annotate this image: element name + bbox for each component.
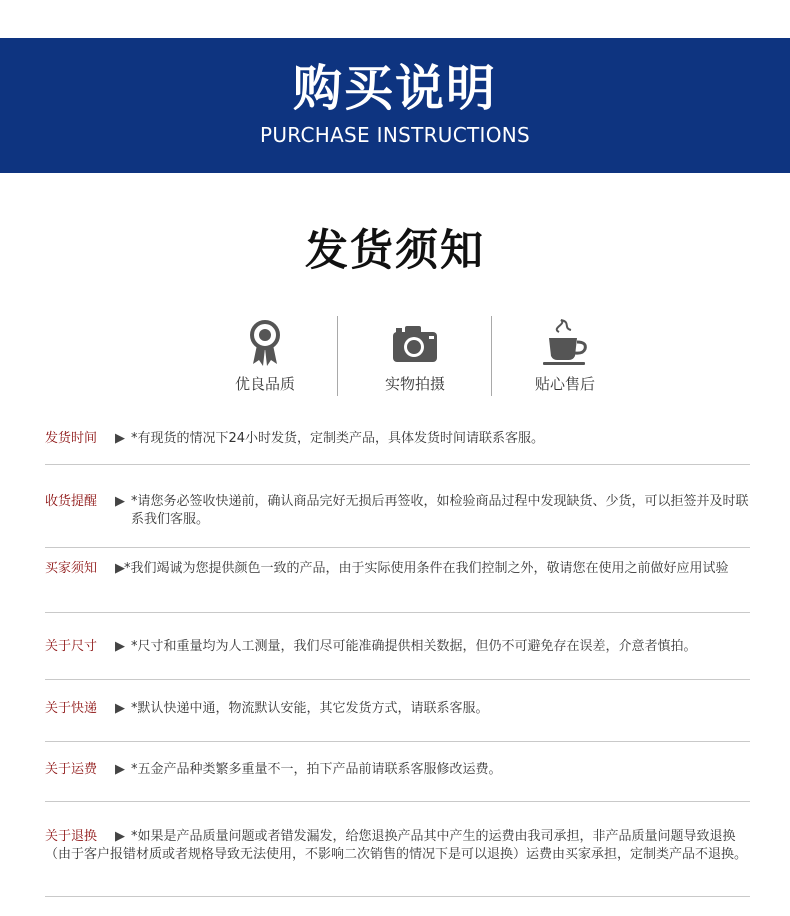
section-title: 发货须知 [305,226,485,276]
arrow-right-icon: ▶ [115,701,125,716]
notice-text: *请您务必签收快递前，确认商品完好无损后再签收，如检验商品过程中发现缺货、少货，可以拒签并及时联系我们客服。 [131,494,749,527]
notice-text: *我们竭诚为您提供颜色一致的产品，由于实际使用条件在我们控制之外，敬请您在使用之前做好应用试验 [124,561,729,576]
feature-real-photo [340,318,490,398]
notice-row-size [45,613,750,680]
feature-divider [337,316,338,396]
feature-label-real-photo: 实物拍摄 [384,375,445,393]
notice-text: *有现货的情况下24小时发货，定制类产品，具体发货时间请联系客服。 [131,431,545,446]
notice-label: 收货提醒 [45,494,98,509]
arrow-right-icon: ▶ [115,762,125,777]
feature-after-sales [490,318,640,398]
feature-label-quality: 优良品质 [234,375,295,393]
arrow-right-icon: ▶ [115,494,125,509]
notice-text: *五金产品种类繁多重量不一，拍下产品前请联系客服修改运费。 [131,762,502,777]
notice-row-return-exchange [45,802,750,897]
feature-label-after-sales: 贴心售后 [534,375,595,393]
notice-row-freight [45,742,750,802]
notice-label: 关于快递 [45,701,98,716]
notice-label: 关于运费 [45,762,98,777]
notice-label: 关于退换 [45,829,98,844]
banner-title: 购买说明 [292,60,497,117]
banner-subtitle: PURCHASE INSTRUCTIONS [259,123,531,147]
coffee-cup-icon [537,318,593,368]
header-banner [0,38,790,173]
notice-label: 发货时间 [45,431,98,446]
camera-icon [389,318,441,368]
feature-quality [190,318,340,398]
arrow-right-icon: ▶ [115,829,125,844]
notice-text: *默认快递中通，物流默认安能，其它发货方式，请联系客服。 [131,701,489,716]
arrow-right-icon: ▶ [115,431,125,446]
arrow-right-icon: ▶ [115,561,125,576]
notice-row-shipping-time [45,424,750,465]
notice-row-courier [45,680,750,742]
notice-text: *如果是产品质量问题或者错发漏发，给您退换产品其中产生的运费由我司承担，非产品质量问题导致退换（由于客户报错材质或者规格导致无法使用，不影响二次销售的情况下是可以退换）运费由买家承担，定制类产品不退换。 [45,829,748,862]
notice-row-receipt-reminder [45,465,750,548]
award-ribbon-icon [245,318,285,368]
arrow-right-icon: ▶ [115,639,125,654]
notice-label: 买家须知 [45,561,98,576]
notice-label: 关于尺寸 [45,639,98,654]
notice-row-buyer-notice [45,548,750,613]
notice-text: *尺寸和重量均为人工测量，我们尽可能准确提供相关数据，但仍不可避免存在误差，介意者慎拍。 [131,639,697,654]
